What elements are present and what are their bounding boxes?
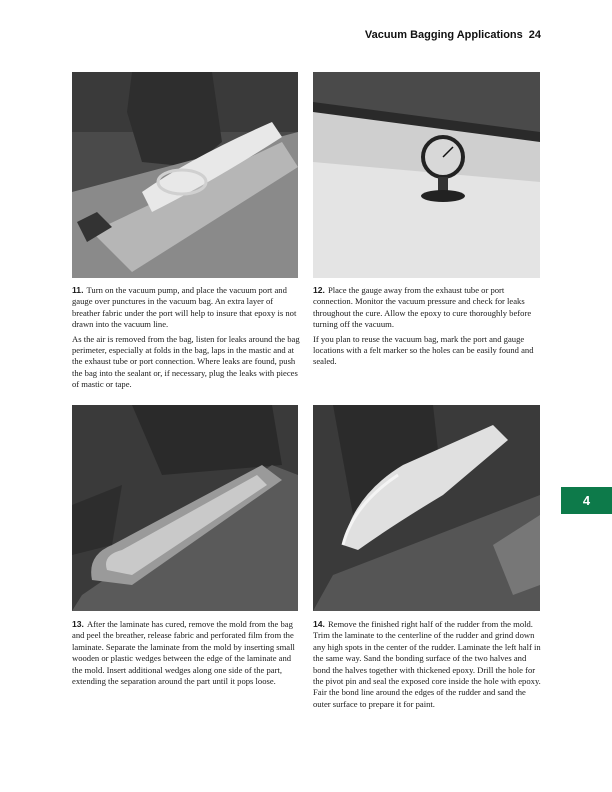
page-header	[365, 29, 541, 41]
caption-paragraph: If you plan to reuse the vacuum bag, mark the port and gauge locations with a felt marker so the holes can be easily found and sealed.	[313, 333, 534, 367]
caption-text: After the laminate has cured, remove the mold from the bag and peel the breather, release fabric and perforated film from the laminate. Separate the laminate from the mold by inserting small wooden or plastic wedges between the edge of the laminate and the mold. Insert additional wedges along one side of the part, extending the separation around the part until it pops loose.	[72, 619, 295, 687]
caption-text: Place the gauge away from the exhaust tube or port connection. Monitor the vacuum pressure and check for leaks throughout the cure. Allow the epoxy to cure thoroughly before turning off the vacuum.	[313, 285, 532, 330]
page-number: 24	[528, 29, 541, 41]
photo-vacuum-bag-hose	[72, 72, 298, 278]
caption-paragraph	[313, 285, 543, 331]
caption-text: Remove the finished right half of the rudder from the mold. Trim the laminate to the centerline of the rudder and grind down any high spots in the center of the rudder. Laminate the left half in the same way. Sand the bonding surface of the two halves and bond the halves together with thickened epoxy. Drill the hole for the pivot pin and seal the exposed core inside the hole with epoxy. Fair the bond line around the edges of the rudder and sand the outer surface to prepare it for paint.	[313, 619, 541, 709]
caption-step-14	[313, 619, 543, 713]
step-number: 14.	[313, 619, 325, 629]
photo-rudder-half	[313, 405, 540, 611]
caption-paragraph	[72, 619, 302, 687]
header-title: Vacuum Bagging Applications	[364, 29, 523, 41]
caption-paragraph: As the air is removed from the bag, listen for leaks around the bag perimeter, especially at folds in the bag, laps in the mastic and at the exhaust tube or port connection. Where leaks are found, push the bag into the sealant or, if necessary, plug the leaks with pieces of mastic or tape.	[72, 333, 300, 390]
photo-vacuum-gauge	[313, 72, 540, 278]
caption-text: Turn on the vacuum pump, and place the vacuum port and gauge over punctures in the vacuum bag. An extra layer of breather fabric under the port will help to insure that epoxy is not drawn into the vacuum line.	[72, 285, 297, 330]
caption-paragraph	[313, 619, 543, 710]
section-tab: 4	[561, 487, 612, 514]
caption-step-11	[72, 285, 302, 394]
step-number: 13.	[72, 619, 84, 629]
photo-laminate-mold	[72, 405, 298, 611]
caption-step-13	[72, 619, 302, 690]
caption-step-12	[313, 285, 543, 371]
caption-paragraph	[72, 285, 302, 331]
step-number: 11.	[72, 285, 84, 295]
step-number: 12.	[313, 285, 325, 295]
